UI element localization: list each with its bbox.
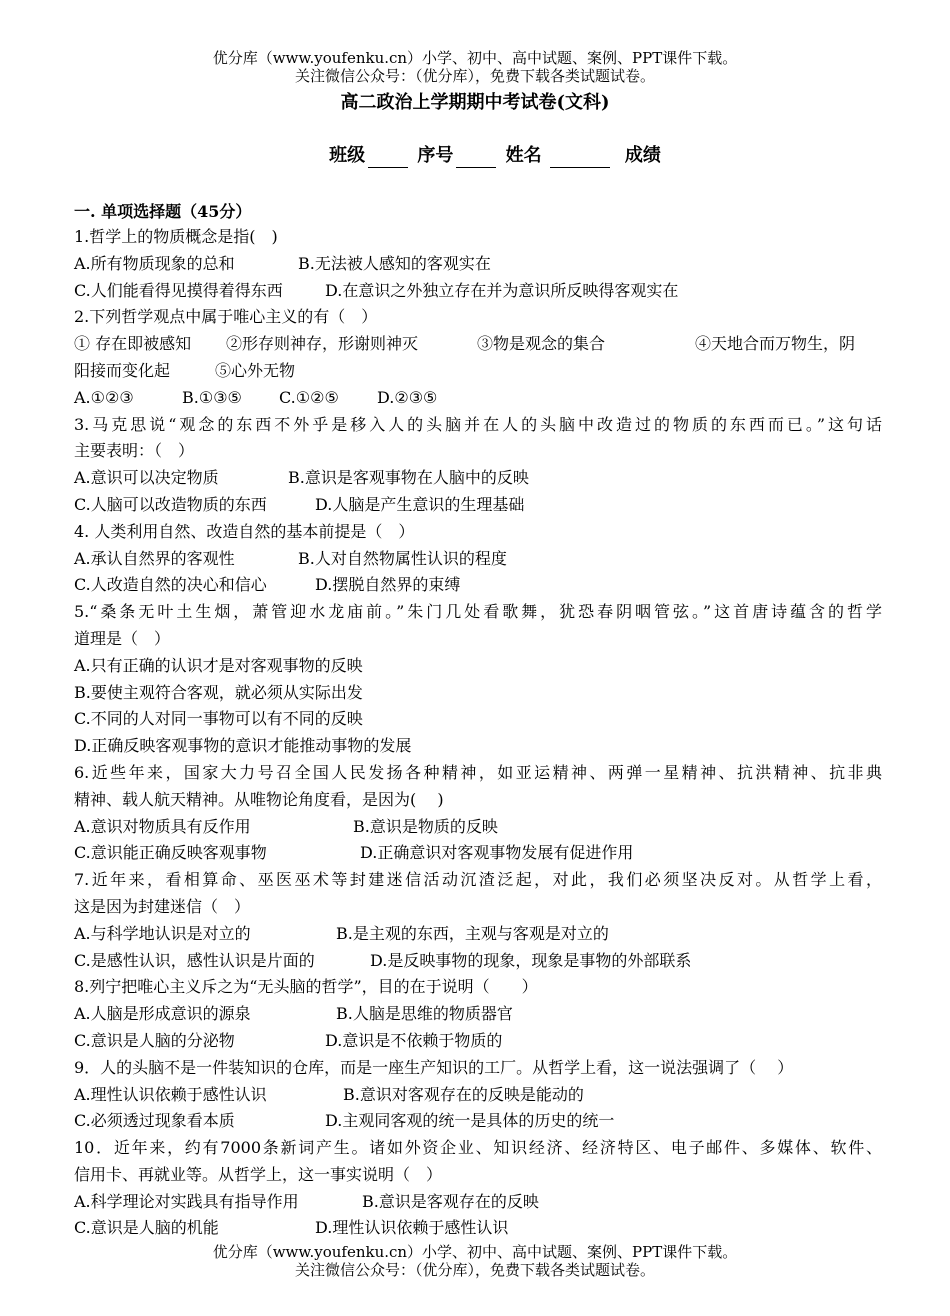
q4-option-b: B.人对自然物属性认识的程度 [298, 548, 507, 568]
footer-line-1: 优分库（www.youfenku.cn）小学、初中、高中试题、案例、PPT课件下载。 [212, 1243, 738, 1261]
q2-option-d: D.②③⑤ [377, 387, 438, 407]
question-9-options-row-2 [74, 1108, 882, 1135]
question-10-stem-line-1: 10．近年来，约有7000条新词产生。诸如外资企业、知识经济、经济特区、电子邮件、多媒体、软件、 [74, 1138, 882, 1158]
question-8-options-row-2 [74, 1028, 882, 1055]
question-3-stem-line-2: 主要表明：（ ） [74, 441, 195, 461]
question-4-options-row-2 [74, 572, 882, 599]
question-3-options-row-1 [74, 465, 882, 492]
q2-option-c: C.①②⑤ [279, 387, 339, 407]
q2-item-4-cont: 阳接而变化起 [74, 360, 171, 380]
question-9-stem: 9．人的头脑不是一件装知识的仓库，而是一座生产知识的工厂。从哲学上看，这一说法强调了（ ） [74, 1057, 794, 1077]
q1-option-c: C.人们能看得见摸得着得东西 [74, 280, 283, 300]
header-line-1: 优分库（www.youfenku.cn）小学、初中、高中试题、案例、PPT课件下载。 [212, 49, 738, 67]
seq-label: 序号 [417, 145, 454, 166]
question-9-options-row-1 [74, 1082, 882, 1109]
question-1-stem: 1.哲学上的物质概念是指( ) [74, 227, 278, 246]
question-5-stem-line-2: 道理是（ ） [74, 628, 171, 648]
class-label: 班级 [329, 145, 366, 166]
q10-option-b: B.意识是客观存在的反映 [362, 1191, 539, 1211]
score-label: 成绩 [624, 145, 661, 166]
q6-option-c: C.意识能正确反映客观事物 [74, 843, 267, 863]
question-5-stem-line-1: 5.“桑条无叶土生烟，萧管迎水龙庙前。”朱门几处看歌舞，犹恐春阴咽管弦。”这首唐诗蕴含的哲学 [74, 602, 882, 622]
question-6-options-row-2 [74, 840, 882, 867]
question-7-options-row-2 [74, 948, 882, 975]
q3-option-d: D.人脑是产生意识的生理基础 [315, 494, 525, 514]
footer-line-2: 关注微信公众号：（优分库），免费下载各类试题试卷。 [294, 1261, 655, 1279]
q4-option-a: A.承认自然界的客观性 [74, 548, 235, 568]
question-2-stem: 2.下列哲学观点中属于唯心主义的有（ ） [74, 307, 378, 327]
q10-option-d: D.理性认识依赖于感性认识 [315, 1218, 509, 1238]
question-1-options-row-1 [74, 251, 882, 278]
q2-item-5: ⑤心外无物 [215, 360, 296, 380]
q5-option-c: C.不同的人对同一事物可以有不同的反映 [74, 709, 363, 729]
exam-title: 高二政治上学期期中考试卷(文科) [340, 92, 610, 113]
student-info-line [0, 144, 950, 168]
q7-option-b: B.是主观的东西，主观与客观是对立的 [336, 923, 609, 943]
q5-option-b: B.要使主观符合客观，就必须从实际出发 [74, 682, 363, 702]
question-6-stem-line-1: 6.近些年来，国家大力号召全国人民发扬各种精神，如亚运精神、两弹一星精神、抗洪精神、抗非典 [74, 762, 882, 782]
section-heading: 一. 单项选择题（45分） [74, 202, 252, 221]
name-blank [550, 149, 610, 168]
q3-option-c: C.人脑可以改造物质的东西 [74, 494, 267, 514]
q3-option-a: A.意识可以决定物质 [74, 468, 219, 488]
q2-item-1: ① 存在即被感知 [74, 334, 192, 354]
question-4-stem: 4. 人类利用自然、改造自然的基本前提是（ ） [74, 521, 415, 541]
q2-item-3: ③物是观念的集合 [477, 334, 606, 354]
q6-option-a: A.意识对物质具有反作用 [74, 816, 251, 836]
header-line-2: 关注微信公众号：（优分库），免费下载各类试题试卷。 [294, 67, 655, 85]
q6-option-b: B.意识是物质的反映 [353, 816, 498, 836]
question-7-stem-line-2: 这是因为封建迷信（ ） [74, 896, 251, 916]
q7-option-c: C.是感性认识，感性认识是片面的 [74, 950, 315, 970]
question-10-options-row-1 [74, 1189, 882, 1216]
q4-option-d: D.摆脱自然界的束缚 [315, 575, 461, 595]
q8-option-d: D.意识是不依赖于物质的 [325, 1030, 503, 1050]
exam-content [74, 200, 882, 1242]
q2-option-a: A.①②③ [74, 387, 134, 407]
q4-option-c: C.人改造自然的决心和信心 [74, 575, 267, 595]
q1-option-b: B.无法被人感知的客观实在 [298, 253, 491, 273]
q8-option-b: B.人脑是思维的物质器官 [336, 1004, 513, 1024]
q2-item-2: ②形存则神存，形谢则神灭 [226, 334, 419, 354]
question-1-options-row-2 [74, 278, 882, 305]
question-6-options-row-1 [74, 814, 882, 841]
q7-option-a: A.与科学地认识是对立的 [74, 923, 251, 943]
question-10-options-row-2 [74, 1215, 882, 1242]
q9-option-b: B.意识对客观存在的反映是能动的 [343, 1084, 584, 1104]
question-7-stem-line-1: 7.近年来，看相算命、巫医巫术等封建迷信活动沉渣泛起，对此，我们必须坚决反对。从哲学上看， [74, 870, 882, 890]
question-10-stem-line-2: 信用卡、再就业等。从哲学上，这一事实说明（ ） [74, 1164, 443, 1184]
q9-option-a: A.理性认识依赖于感性认识 [74, 1084, 267, 1104]
q2-option-b: B.①③⑤ [182, 387, 242, 407]
q7-option-d: D.是反映事物的现象，现象是事物的外部联系 [370, 950, 692, 970]
seq-blank [456, 149, 496, 168]
q9-option-d: D.主观同客观的统一是具体的历史的统一 [325, 1111, 615, 1131]
q5-option-a: A.只有正确的认识才是对客观事物的反映 [74, 655, 363, 675]
q10-option-c: C.意识是人脑的机能 [74, 1218, 219, 1238]
question-6-stem-line-2: 精神、载人航天精神。从唯物论角度看，是因为( ) [74, 789, 444, 809]
question-2-options-row [74, 385, 882, 412]
q1-option-d: D.在意识之外独立存在并为意识所反映得客观实在 [325, 280, 679, 300]
q2-item-4: ④天地合而万物生，阴 [695, 334, 856, 354]
question-2-items-row-1 [74, 331, 882, 358]
q9-option-c: C.必须透过现象看本质 [74, 1111, 235, 1131]
question-3-stem-line-1: 3.马克思说“观念的东西不外乎是移入人的头脑并在人的头脑中改造过的物质的东西而已。”这句话 [74, 414, 882, 434]
q1-option-a: A.所有物质现象的总和 [74, 253, 235, 273]
question-7-options-row-1 [74, 921, 882, 948]
q8-option-a: A.人脑是形成意识的源泉 [74, 1004, 251, 1024]
question-8-stem: 8.列宁把唯心主义斥之为“无头脑的哲学”，目的在于说明（ ） [74, 977, 538, 997]
q8-option-c: C.意识是人脑的分泌物 [74, 1030, 235, 1050]
question-8-options-row-1 [74, 1001, 882, 1028]
class-blank [368, 149, 408, 168]
q10-option-a: A.科学理论对实践具有指导作用 [74, 1191, 299, 1211]
question-3-options-row-2 [74, 492, 882, 519]
q6-option-d: D.正确意识对客观事物发展有促进作用 [360, 843, 634, 863]
name-label: 姓名 [505, 145, 542, 166]
q5-option-d: D.正确反映客观事物的意识才能推动事物的发展 [74, 736, 412, 756]
q3-option-b: B.意识是客观事物在人脑中的反映 [288, 468, 529, 488]
question-4-options-row-1 [74, 546, 882, 573]
question-2-items-row-2 [74, 358, 882, 385]
